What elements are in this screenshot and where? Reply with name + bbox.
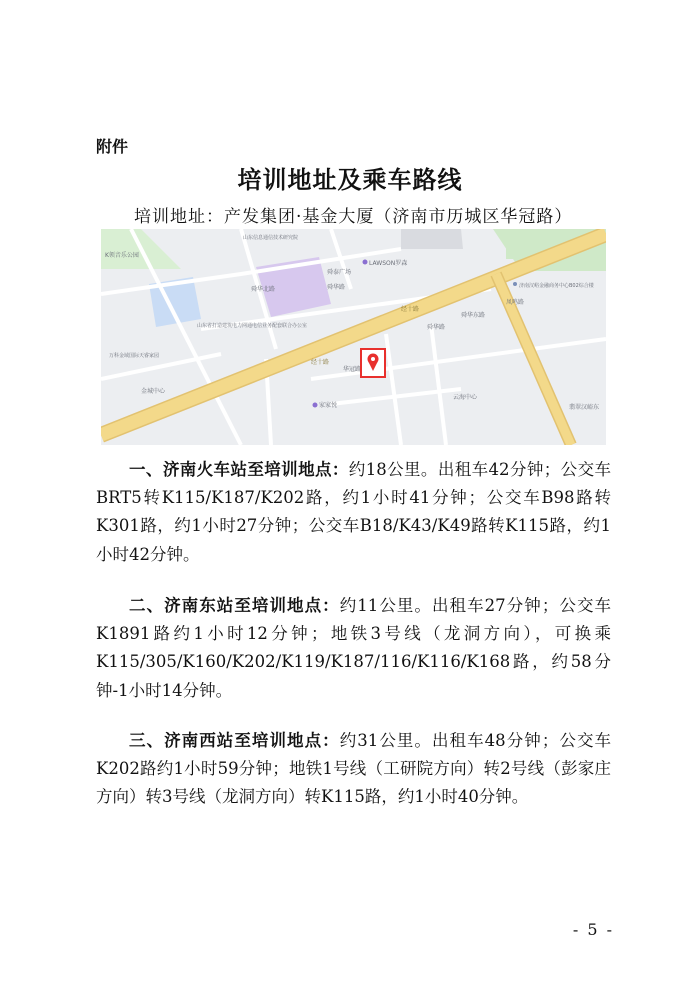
map-poi-icon bbox=[313, 403, 318, 408]
route-body: 约31公里。出租车48分钟；公交车K202路约1小时59分钟；地铁1号线（工研院方向）转2号线（彭家庄方向）转3号线（龙洞方向）转K115路，约1小时40分钟。 bbox=[96, 731, 612, 807]
map-label: 经十路 bbox=[311, 359, 330, 366]
map-label: 金城中心 bbox=[141, 388, 166, 395]
map-label: 舜华北路 bbox=[251, 286, 276, 293]
route-heading: 三、济南西站至培训地点： bbox=[129, 731, 340, 750]
map-label: 华冠路 bbox=[343, 366, 362, 373]
map-label: 山东省打造建筑电力网通电信业务配套联合办公室 bbox=[197, 323, 308, 329]
map-block bbox=[401, 229, 463, 249]
map-label: 万科金域国际天睿家园 bbox=[109, 353, 160, 359]
map-label: 舜华东路 bbox=[461, 312, 486, 319]
map-label: LAWSON罗森 bbox=[369, 260, 408, 267]
route-paragraph-2 bbox=[96, 592, 611, 705]
map-poi-icon bbox=[363, 260, 368, 265]
map-label: 济南汉峪金融商务中心B02综合楼 bbox=[519, 283, 594, 289]
map-label: 经十路 bbox=[401, 306, 420, 313]
page-title: 培训地址及乘车路线 bbox=[237, 165, 463, 194]
map-label: 舜华路 bbox=[327, 284, 346, 291]
map-label: 家家悦 bbox=[319, 402, 338, 409]
route-heading: 一、济南火车站至培训地点： bbox=[129, 460, 349, 479]
route-paragraph-3 bbox=[96, 727, 611, 812]
training-address: 培训地址：产发集团·基金大厦（济南市历城区华冠路） bbox=[134, 207, 573, 227]
map-label: 舜华路 bbox=[427, 324, 446, 331]
map-label: 云海中心 bbox=[453, 394, 478, 401]
map-label: K领音乐公园 bbox=[105, 252, 139, 259]
page-number: - 5 - bbox=[572, 920, 614, 939]
route-body: 约18公里。出租车42分钟；公交车BRT5转K115/K187/K202路，约1小时41分钟；公交车B98路转K301路，约1小时27分钟；公交车B18/K43/K49路转K115路，约1小时42分钟。 bbox=[96, 460, 611, 564]
route-paragraph-1 bbox=[96, 456, 611, 569]
route-body: 约11公里。出租车27分钟；公交车K1891路约1小时12分钟；地铁3号线（龙洞方向），可换乘K115/305/K160/K202/K119/K187/116/K116/K168路，约58分钟-1小时14分钟。 bbox=[96, 596, 612, 700]
map-label: 舜泰广场 bbox=[327, 269, 352, 276]
location-map bbox=[101, 229, 606, 445]
attachment-label: 附件 bbox=[96, 137, 129, 156]
map-label: 凤鸣路 bbox=[506, 299, 525, 306]
map-label: 翡翠汉峪东 bbox=[569, 404, 600, 411]
map-poi-icon bbox=[513, 282, 517, 286]
route-heading: 二、济南东站至培训地点： bbox=[129, 596, 340, 615]
map-label: 山东信息通信技术研究院 bbox=[243, 235, 299, 241]
